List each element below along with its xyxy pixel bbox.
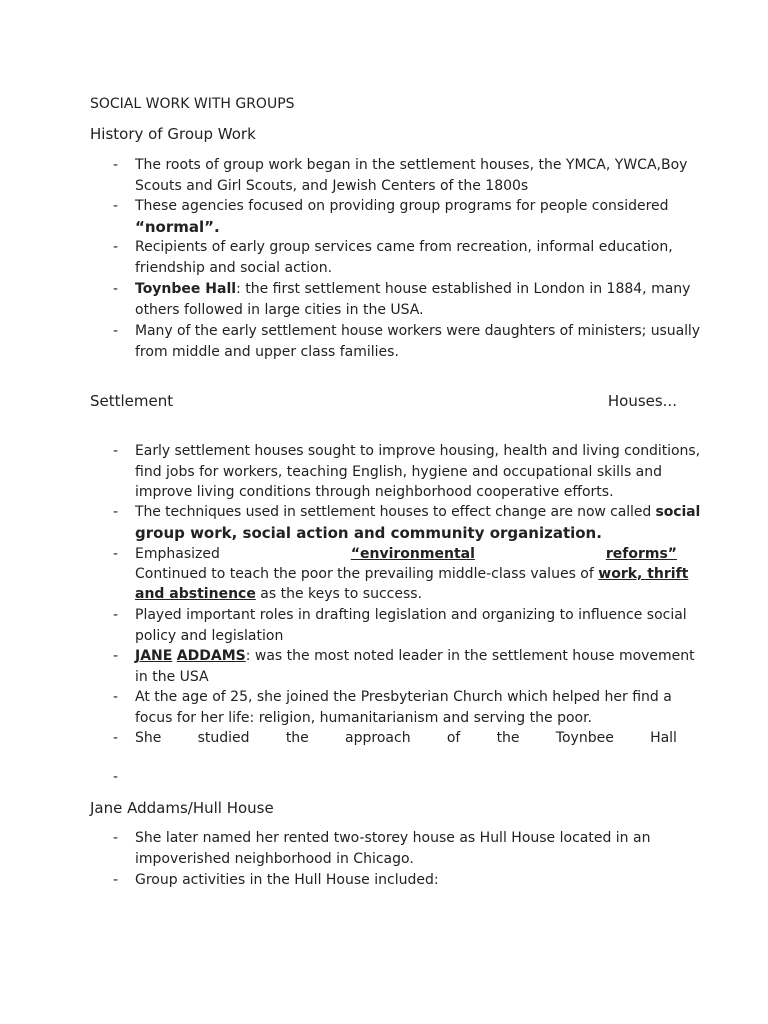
bullet-dash: -	[113, 443, 119, 459]
name-addams: ADDAMS	[176, 648, 246, 664]
bullet-text-normal: The techniques used in settlement houses to effect change are now called	[135, 504, 656, 520]
bold-term: Toynbee Hall	[135, 281, 237, 297]
bullet-text: She later named her rented two-storey house as Hull House located in an	[135, 830, 651, 846]
word: Emphasized	[135, 546, 220, 562]
bullet-text-bold-underline: work, thrift	[598, 566, 689, 582]
bullet-text-bold-underline: and abstinence	[135, 586, 256, 602]
bullet-text: friendship and social action.	[135, 260, 333, 276]
bullet-text: These agencies focused on providing group programs for people considered	[135, 198, 669, 214]
bold-underline-word: “environmental	[350, 546, 475, 562]
bullet-dash: -	[113, 546, 119, 562]
bullet-dash: -	[113, 323, 119, 339]
heading-left: Settlement	[90, 392, 174, 410]
bullet-dash: -	[113, 281, 119, 297]
bullet-text	[135, 503, 700, 521]
section-heading-history: History of Group Work	[90, 125, 256, 143]
bullet-text-justified	[135, 545, 677, 563]
bullet-text: At the age of 25, she joined the Presbyterian Church which helped her find a	[135, 689, 672, 705]
bullet-dash: -	[113, 872, 119, 888]
word: the	[496, 730, 520, 746]
bullet-text: Group activities in the Hull House included:	[135, 872, 439, 888]
bullet-dash-empty: -	[113, 769, 119, 785]
bullet-text-rest: : was the most noted leader in the settlement house movement	[245, 648, 695, 664]
word: She	[135, 730, 162, 746]
bullet-dash: -	[113, 830, 119, 846]
bullet-text	[135, 647, 695, 665]
bullet-text: The roots of group work began in the settlement houses, the YMCA, YWCA,Boy	[135, 157, 688, 173]
bullet-dash: -	[113, 689, 119, 705]
section-heading-settlement	[90, 392, 677, 410]
bullet-dash: -	[113, 730, 119, 746]
word: of	[446, 730, 461, 746]
word: the	[285, 730, 309, 746]
bullet-bold-text: group work, social action and community organization.	[135, 524, 602, 542]
bullet-text: policy and legislation	[135, 628, 284, 644]
bullet-text: others followed in large cities in the USA.	[135, 302, 424, 318]
word: approach	[345, 730, 411, 746]
bullet-text	[135, 585, 422, 603]
bullet-bold-text: “normal”.	[135, 218, 220, 236]
word: Toynbee	[555, 730, 614, 746]
bullet-dash: -	[113, 504, 119, 520]
bullet-text: improve living conditions through neighborhood cooperative efforts.	[135, 484, 614, 500]
document-title: SOCIAL WORK WITH GROUPS	[90, 96, 295, 112]
bullet-dash: -	[113, 648, 119, 664]
word: studied	[197, 730, 250, 746]
section-heading-hull-house: Jane Addams/Hull House	[90, 799, 274, 817]
bullet-text: Played important roles in drafting legislation and organizing to influence social	[135, 607, 687, 623]
bullet-text: focus for her life: religion, humanitarianism and serving the poor.	[135, 710, 593, 726]
bullet-text-normal: as the keys to success.	[255, 586, 422, 602]
bullet-text: Early settlement houses sought to improve housing, health and living conditions,	[135, 443, 700, 459]
bullet-dash: -	[113, 607, 119, 623]
bullet-text: find jobs for workers, teaching English, hygiene and occupational skills and	[135, 464, 663, 480]
bullet-text	[135, 565, 688, 583]
bullet-dash: -	[113, 198, 119, 214]
bullet-text: Many of the early settlement house workers were daughters of ministers; usually	[135, 323, 700, 339]
name-jane: JANE	[135, 648, 173, 664]
bullet-text-rest: : the first settlement house established in London in 1884, many	[236, 281, 691, 297]
bullet-dash: -	[113, 239, 119, 255]
bullet-text: from middle and upper class families.	[135, 344, 399, 360]
bullet-text	[135, 280, 690, 298]
bullet-text: Recipients of early group services came from recreation, informal education,	[135, 239, 673, 255]
bullet-text: Scouts and Girl Scouts, and Jewish Centers of the 1800s	[135, 178, 529, 194]
bullet-text-bold: social	[655, 504, 701, 520]
bullet-text: impoverished neighborhood in Chicago.	[135, 851, 414, 867]
bullet-dash: -	[113, 157, 119, 173]
bold-underline-word: reforms”	[605, 546, 677, 562]
word: Hall	[650, 730, 677, 746]
bullet-text-normal: Continued to teach the poor the prevailing middle-class values of	[135, 566, 599, 582]
bullet-text-justified	[135, 729, 677, 747]
bullet-text: in the USA	[135, 669, 209, 685]
heading-right: Houses...	[607, 392, 677, 410]
